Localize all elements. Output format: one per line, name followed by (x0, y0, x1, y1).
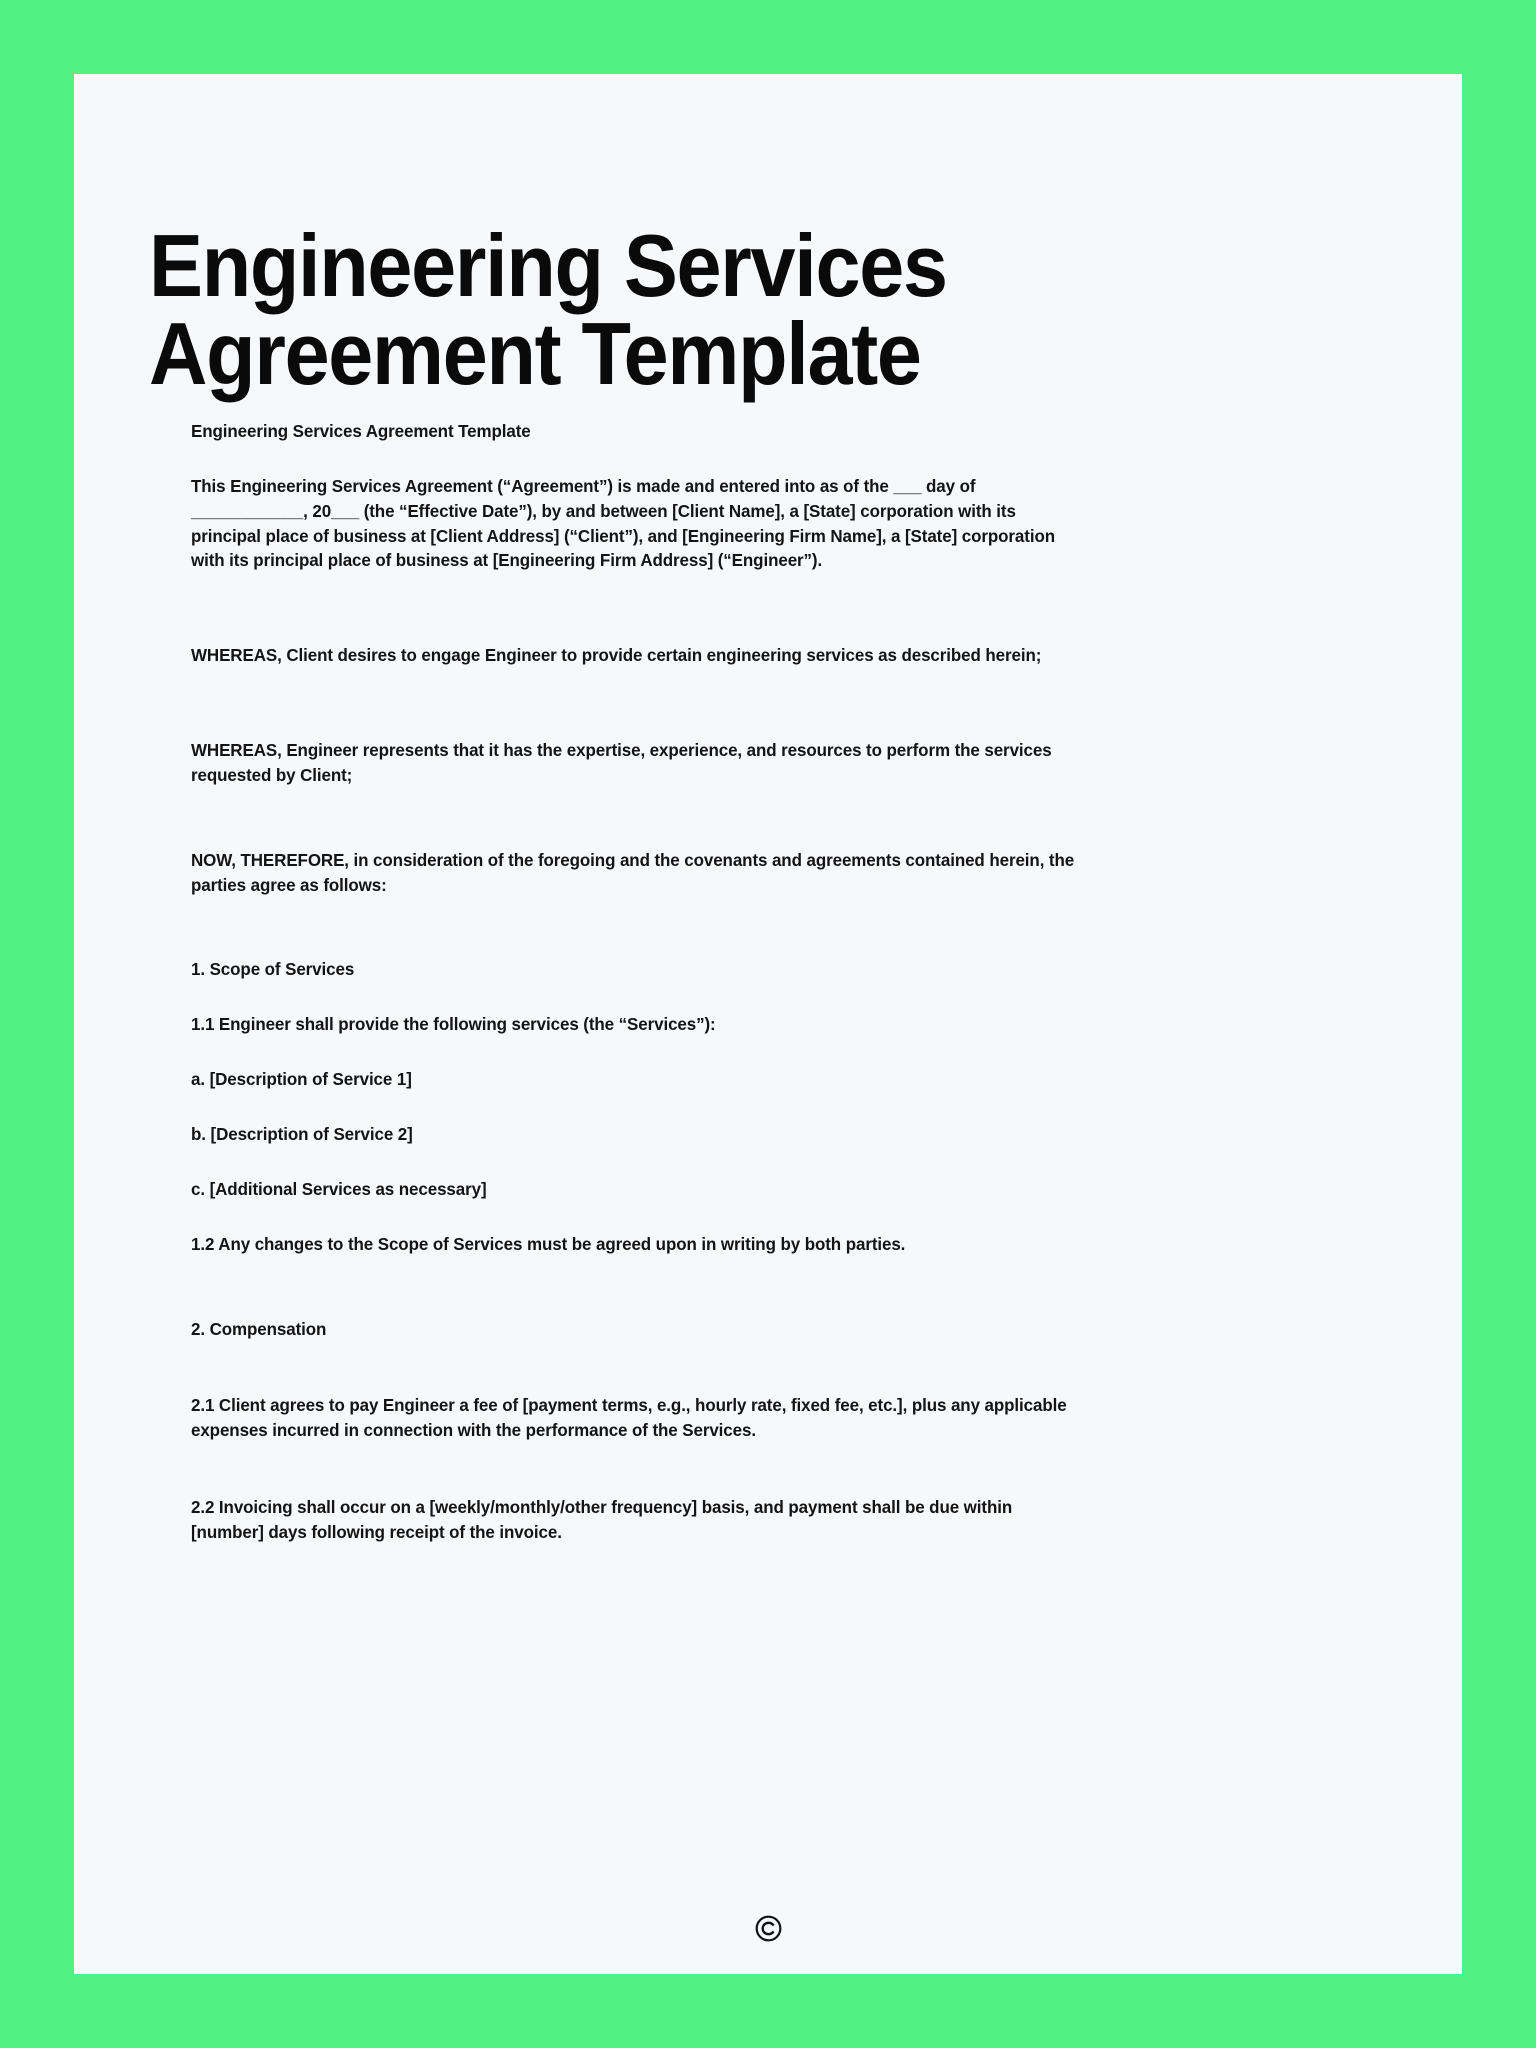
document-page (74, 74, 1462, 1974)
paragraph-now-therefore: NOW, THEREFORE, in consideration of the foregoing and the covenants and agreements contained herein, the parties agree as follows: (191, 849, 1075, 895)
section-1-clause-1-1: 1.1 Engineer shall provide the following services (the “Services”): (191, 1014, 716, 1035)
spacer (191, 668, 1111, 738)
copyright-icon (755, 1915, 782, 1942)
document-footer (74, 1915, 1462, 1942)
section-1-item-a: a. [Description of Service 1] (191, 1069, 412, 1090)
paragraph-intro: This Engineering Services Agreement (“Agreement”) is made and entered into as of the ___ day of ____________, 20___ (the “Effective Date”), by and between [Client Name], a [State] corporation with its principal place of business at [Client Address] (“Client”), and [Engineering Firm Name], a [State] corporation with its principal place of business at [Engineering Firm Address] (“Engineer”). (191, 475, 1055, 571)
paragraph-whereas-1: WHEREAS, Client desires to engage Engineer to provide certain engineering services as described herein; (191, 645, 1042, 666)
spacer (191, 1443, 1111, 1495)
section-1-item-b: b. [Description of Service 2] (191, 1123, 413, 1144)
section-1-clause-1-2: 1.2 Any changes to the Scope of Services must be agreed upon in writing by both parties. (191, 1233, 906, 1254)
spacer (191, 982, 1111, 1012)
spacer (191, 897, 1111, 957)
document-body (191, 419, 1111, 1545)
spacer (191, 1202, 1111, 1232)
spacer (191, 444, 1111, 474)
spacer (191, 1341, 1111, 1393)
page-title: Engineering Services Agreement Template (149, 216, 947, 403)
spacer (191, 1037, 1111, 1067)
section-1-item-c: c. [Additional Services as necessary] (191, 1178, 487, 1199)
spacer (191, 573, 1111, 643)
document-subtitle: Engineering Services Agreement Template (191, 421, 531, 441)
section-1-heading: 1. Scope of Services (191, 959, 355, 980)
spacer (191, 1147, 1111, 1177)
section-2-clause-2-1: 2.1 Client agrees to pay Engineer a fee of [payment terms, e.g., hourly rate, fixed fee, etc.], plus any applicable expenses incurred in connection with the performance of the Services. (191, 1395, 1067, 1441)
spacer (191, 1092, 1111, 1122)
paragraph-whereas-2: WHEREAS, Engineer represents that it has the expertise, experience, and resources to perform the services requested by Client; (191, 740, 1052, 785)
spacer (191, 788, 1111, 848)
section-2-clause-2-2: 2.2 Invoicing shall occur on a [weekly/monthly/other frequency] basis, and payment shall be due within [number] days following receipt of the invoice. (191, 1497, 1013, 1542)
section-2-heading: 2. Compensation (191, 1318, 327, 1339)
spacer (191, 1257, 1111, 1317)
